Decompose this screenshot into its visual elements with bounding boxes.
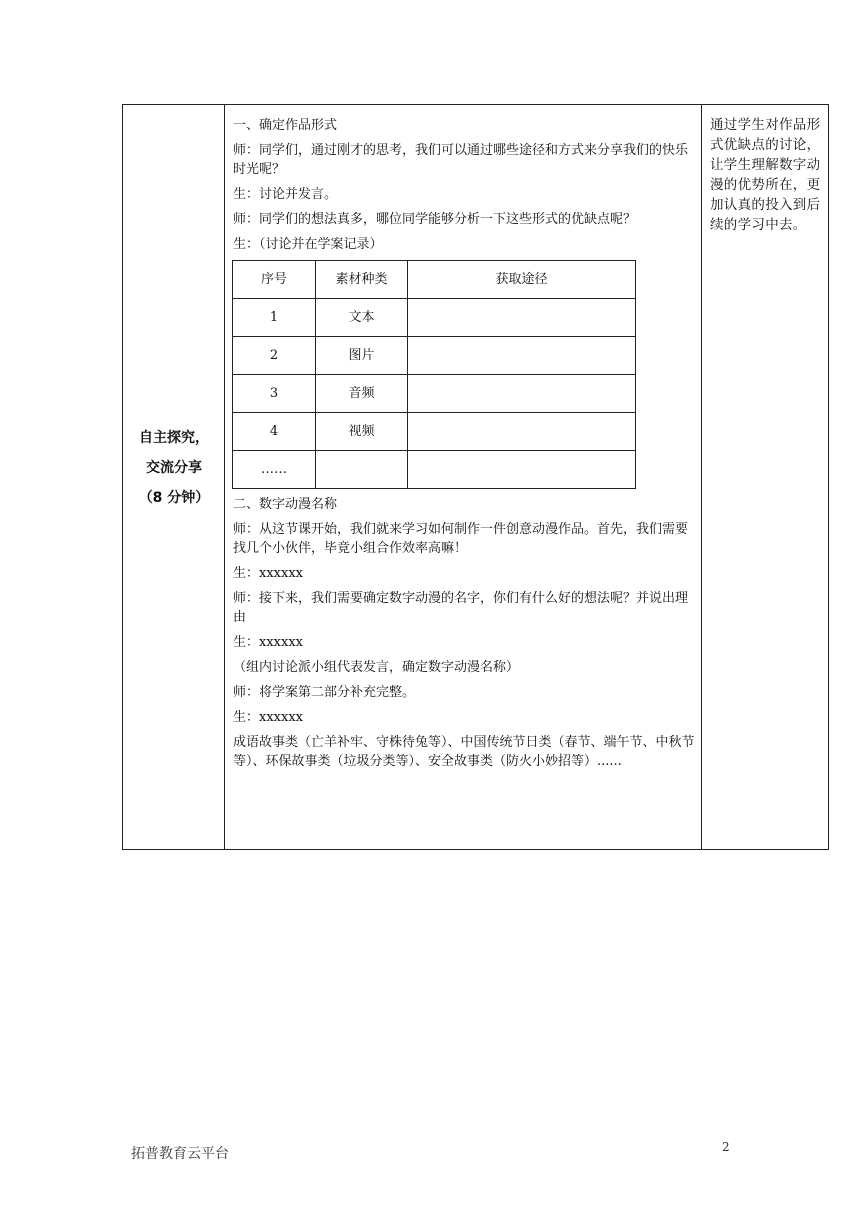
section-two [233,495,695,771]
table-cell: 3 [233,375,316,413]
lesson-table [122,104,829,850]
material-table [232,260,636,489]
header-index: 序号 [233,261,316,299]
table-cell: 视频 [316,413,408,451]
paragraph: 师：同学们，通过刚才的思考，我们可以通过哪些途径和方式来分享我们的快乐时光呢？ [233,143,689,177]
table-cell [408,299,636,337]
paragraph: 生：xxxxxx [233,710,303,725]
paragraph: 生：xxxxxx [233,635,303,650]
table-cell [316,451,408,489]
table-cell: 2 [233,337,316,375]
table-row [233,375,636,413]
header-type: 素材种类 [316,261,408,299]
page-number: 2 [722,1140,730,1154]
footer-platform: 拓普教育云平台 [131,1146,229,1162]
table-cell [408,337,636,375]
stage-label [123,423,225,513]
table-cell [408,375,636,413]
stage-line-2: 交流分享 [146,460,202,476]
table-cell: …… [233,451,316,489]
table-cell [408,451,636,489]
paragraph: 生：讨论并发言。 [233,187,338,202]
stage-cell [123,105,225,849]
intent-cell [701,105,828,849]
table-cell: 图片 [316,337,408,375]
paragraph: 一、确定作品形式 [233,118,338,133]
material-table-header [233,261,636,299]
paragraph: 二、数字动漫名称 [233,497,338,512]
table-row [233,337,636,375]
paragraph: 成语故事类（亡羊补牢、守株待兔等）、中国传统节日类（春节、端午节、中秋节等）、环保故事类（垃圾分类等）、安全故事类（防火小妙招等）...... [233,735,695,769]
paragraph: （组内讨论派小组代表发言，确定数字动漫名称） [233,660,520,675]
table-cell: 音频 [316,375,408,413]
design-intent: 通过学生对作品形式优缺点的讨论，让学生理解数字动漫的优势所在，更加认真的投入到后续的学习中去。 [710,117,821,233]
activity-cell [233,116,695,777]
table-cell: 4 [233,413,316,451]
paragraph: 生：xxxxxx [233,566,303,581]
stage-line-1: 自主探究， [139,430,209,446]
stage-line-3: （8 分钟） [138,490,210,506]
paragraph: 师：将学案第二部分补充完整。 [233,685,416,700]
table-cell [408,413,636,451]
table-cell: 1 [233,299,316,337]
table-row [233,299,636,337]
paragraph: 师：同学们的想法真多，哪位同学能够分析一下这些形式的优缺点呢？ [233,212,637,227]
table-row [233,413,636,451]
section-one [233,116,695,254]
paragraph: 师：从这节课开始，我们就来学习如何制作一件创意动漫作品。首先，我们需要找几个小伙伴，毕竟小组合作效率高嘛！ [233,522,689,556]
table-cell: 文本 [316,299,408,337]
paragraph: 师：接下来，我们需要确定数字动漫的名字，你们有什么好的想法呢？并说出理由 [233,591,689,625]
header-source: 获取途径 [408,261,636,299]
paragraph: 生：（讨论并在学案记录） [233,237,383,252]
table-row [233,451,636,489]
